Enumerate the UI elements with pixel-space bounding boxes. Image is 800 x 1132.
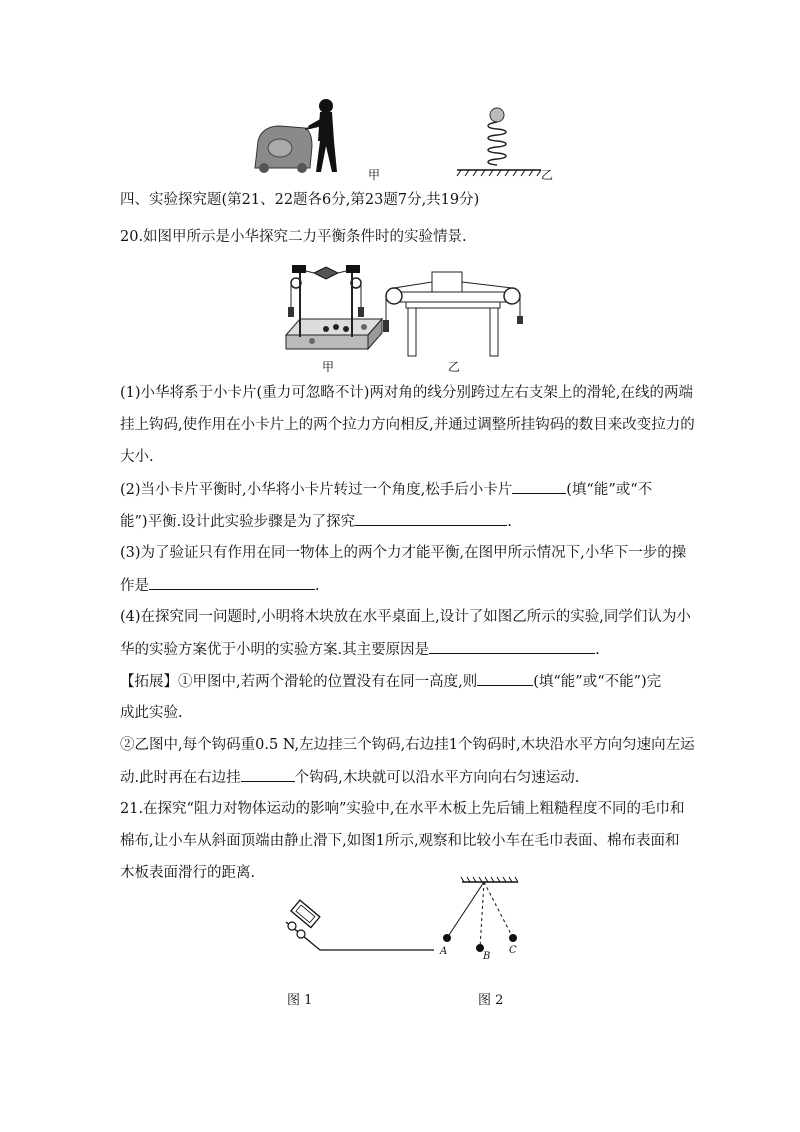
q20-part2-line1 [120, 479, 652, 500]
q20-extension1-line1 [120, 671, 661, 692]
q20-part2-text-c: 能”)平衡.设计此实验步骤是为了探究 [120, 514, 356, 530]
spring-ball-figure [455, 106, 545, 178]
q20-part4-blank[interactable] [429, 639, 595, 654]
q20-part4-text-b: 华的实验方案优于小明的实验方案.其主要原因是 [120, 642, 430, 658]
q20-part1-line2: 挂上钩码,使作用在小卡片上的两个拉力方向相反,并通过调整所挂钩码的数目来改变拉力的 [120, 417, 695, 433]
pendulum-point-a: A [440, 946, 448, 957]
figure-label-yi-q20: 乙 [448, 360, 461, 374]
q20-ext2-text-b: 动.此时再在右边挂 [120, 770, 241, 786]
q20-part4-line2 [120, 639, 600, 660]
two-force-apparatus-yi [384, 268, 524, 360]
pendulum-point-c: C [509, 945, 517, 956]
q20-part3-line1: (3)为了验证只有作用在同一物体上的两个力才能平衡,在图甲所示情况下,小华下一步的操 [120, 545, 687, 561]
q20-stem: 20.如图甲所示是小华探究二力平衡条件时的实验情景. [120, 229, 467, 245]
section-title: 四、实验探究题(第21、22题各6分,第23题7分,共19分) [120, 192, 480, 208]
q20-part3-text-c: . [315, 578, 320, 594]
floor-scrubber-figure [250, 96, 360, 176]
q20-part4-text-c: . [595, 642, 600, 658]
q20-part1-line1: (1)小华将系于小卡片(重力可忽略不计)两对角的线分别跨过左右支架上的滑轮,在线的两端 [120, 385, 693, 401]
q21-line2: 棉布,让小车从斜面顶端由静止滑下,如图1所示,观察和比较小车在毛巾表面、棉布表面和 [120, 833, 680, 849]
figure-caption-1: 图 1 [287, 993, 313, 1008]
q20-extension1-line2: 成此实验. [120, 705, 183, 721]
q20-extension2-line1: ②乙图中,每个钩码重0.5 N,左边挂三个钩码,右边挂1个钩码时,木块沿水平方向匀速向左运 [120, 737, 695, 753]
figure-label-jia-top: 甲 [368, 168, 381, 182]
q20-part4-line1: (4)在探究同一问题时,小明将木块放在水平桌面上,设计了如图乙所示的实验,同学们认为小 [120, 609, 691, 625]
two-force-apparatus-jia [282, 257, 384, 357]
q21-line1: 21.在探究“阻力对物体运动的影响”实验中,在水平木板上先后铺上粗糙程度不同的毛巾和 [120, 801, 685, 817]
figure-caption-2: 图 2 [478, 993, 504, 1008]
q20-ext2-text-c: 个钩码,木块就可以沿水平方向向右匀速运动. [294, 770, 580, 786]
figure-label-jia-q20: 甲 [322, 360, 335, 374]
q20-part2-blank-2[interactable] [355, 511, 507, 526]
q20-part1-line3: 大小. [120, 449, 154, 465]
q20-part2-text-a: (2)当小卡片平衡时,小华将小卡片转过一个角度,松手后小卡片 [120, 482, 513, 498]
figure-label-yi-top: 乙 [541, 168, 554, 182]
q20-extension2-line2 [120, 767, 579, 788]
q20-part2-text-d: . [507, 514, 512, 530]
q20-part3-line2 [120, 575, 320, 596]
q20-part2-line2 [120, 511, 512, 532]
q20-ext1-blank[interactable] [477, 671, 533, 686]
q20-ext1-text-a: 【拓展】①甲图中,若两个滑轮的位置没有在同一高度,则 [120, 674, 478, 690]
incline-cart-figure [284, 896, 436, 958]
q20-part2-blank-1[interactable] [512, 479, 566, 494]
q21-line3: 木板表面滑行的距离. [120, 865, 256, 881]
pendulum-point-b: B [483, 951, 491, 962]
q20-ext2-blank[interactable] [241, 767, 295, 782]
q20-part3-text-b: 作是 [120, 578, 149, 594]
q20-part3-blank[interactable] [149, 575, 315, 590]
q20-ext1-text-b: (填“能”或“不能”)完 [533, 674, 662, 690]
q20-part2-text-b: (填“能”或“不 [566, 482, 653, 498]
